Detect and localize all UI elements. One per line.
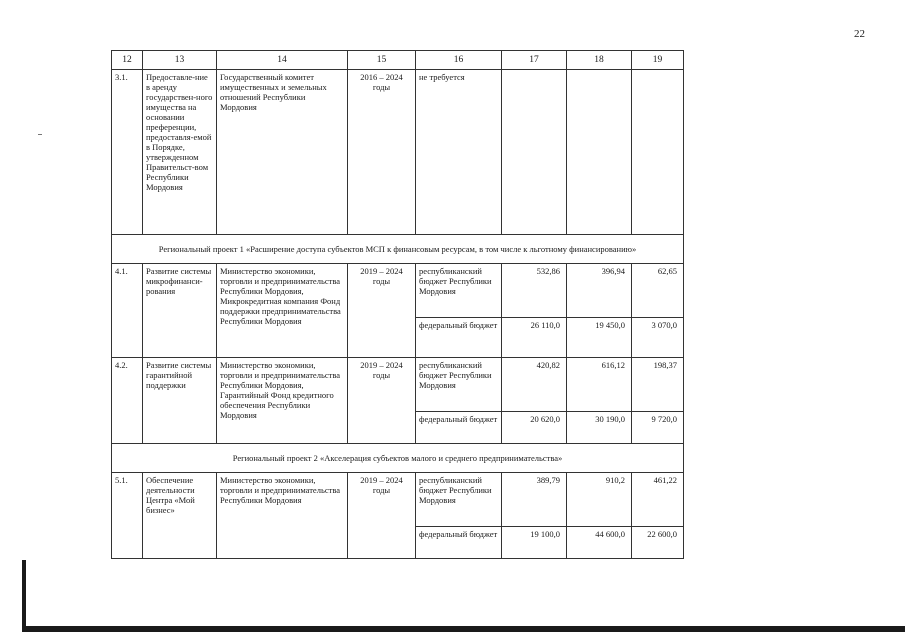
executor: Министерство экономики, торговли и предпринимательства Республики Мордовия, Микрокредитная компания Фонд поддержки предпринимательства Республики Мордовия bbox=[217, 264, 348, 358]
value-col-18: 396,94 bbox=[567, 264, 632, 318]
row-number: 4.2. bbox=[112, 358, 143, 444]
funding-source: республиканский бюджет Республики Мордовия bbox=[416, 264, 502, 318]
measure-name: Развитие системы гарантийной поддержки bbox=[143, 358, 217, 444]
period: 2019 – 2024 годы bbox=[348, 264, 416, 358]
project-title: Региональный проект 2 «Акселерация субъектов малого и среднего предпринимательства» bbox=[112, 444, 684, 473]
value-col-19: 62,65 bbox=[632, 264, 684, 318]
column-header: 16 bbox=[416, 51, 502, 70]
funding-source: не требуется bbox=[416, 70, 502, 235]
funding-source: федеральный бюджет bbox=[416, 527, 502, 559]
funding-source: федеральный бюджет bbox=[416, 412, 502, 444]
row-number: 5.1. bbox=[112, 473, 143, 559]
table-row bbox=[112, 70, 684, 235]
period: 2019 – 2024 годы bbox=[348, 473, 416, 559]
row-number: 4.1. bbox=[112, 264, 143, 358]
value-col-17: 19 100,0 bbox=[502, 527, 567, 559]
column-header: 17 bbox=[502, 51, 567, 70]
value-col-17 bbox=[502, 70, 567, 235]
scan-edge-bottom bbox=[22, 626, 905, 632]
project-row bbox=[112, 235, 684, 264]
period: 2019 – 2024 годы bbox=[348, 358, 416, 444]
executor: Государственный комитет имущественных и земельных отношений Республики Мордовия bbox=[217, 70, 348, 235]
column-header: 12 bbox=[112, 51, 143, 70]
column-header: 14 bbox=[217, 51, 348, 70]
column-header: 18 bbox=[567, 51, 632, 70]
project-row bbox=[112, 444, 684, 473]
value-col-19 bbox=[632, 70, 684, 235]
value-col-18: 910,2 bbox=[567, 473, 632, 527]
header-row bbox=[112, 51, 684, 70]
value-col-17: 420,82 bbox=[502, 358, 567, 412]
executor: Министерство экономики, торговли и предпринимательства Республики Мордовия, Гарантийный Фонд кредитного обеспечения Республики Мордовия bbox=[217, 358, 348, 444]
page-number: 22 bbox=[854, 28, 865, 40]
value-col-18: 616,12 bbox=[567, 358, 632, 412]
table-row bbox=[112, 473, 684, 527]
measure-name: Обеспечение деятельности Центра «Мой бизнес» bbox=[143, 473, 217, 559]
value-col-17: 20 620,0 bbox=[502, 412, 567, 444]
value-col-19: 9 720,0 bbox=[632, 412, 684, 444]
funding-source: федеральный бюджет bbox=[416, 318, 502, 358]
value-col-19: 461,22 bbox=[632, 473, 684, 527]
column-header: 13 bbox=[143, 51, 217, 70]
measure-name: Развитие системы микрофинанси-рования bbox=[143, 264, 217, 358]
row-number: 3.1. bbox=[112, 70, 143, 235]
table-row bbox=[112, 264, 684, 318]
value-col-19: 3 070,0 bbox=[632, 318, 684, 358]
project-title: Региональный проект 1 «Расширение доступа субъектов МСП к финансовым ресурсам, в том числе к льготному финансированию» bbox=[112, 235, 684, 264]
value-col-19: 22 600,0 bbox=[632, 527, 684, 559]
table-row bbox=[112, 358, 684, 412]
value-col-18 bbox=[567, 70, 632, 235]
executor: Министерство экономики, торговли и предпринимательства Республики Мордовия bbox=[217, 473, 348, 559]
program-table bbox=[111, 50, 684, 559]
value-col-18: 44 600,0 bbox=[567, 527, 632, 559]
funding-source: республиканский бюджет Республики Мордовия bbox=[416, 358, 502, 412]
scan-mark bbox=[38, 134, 42, 135]
measure-name: Предоставле-ние в аренду государствен-ного имущества на основании преференции, предоставля-емой в Порядке, утвержденном Правительст-вом Республики Мордовия bbox=[143, 70, 217, 235]
funding-source: республиканский бюджет Республики Мордовия bbox=[416, 473, 502, 527]
scan-edge-left bbox=[22, 560, 26, 632]
value-col-18: 30 190,0 bbox=[567, 412, 632, 444]
column-header: 19 bbox=[632, 51, 684, 70]
column-header: 15 bbox=[348, 51, 416, 70]
value-col-17: 26 110,0 bbox=[502, 318, 567, 358]
value-col-17: 389,79 bbox=[502, 473, 567, 527]
period: 2016 – 2024 годы bbox=[348, 70, 416, 235]
value-col-19: 198,37 bbox=[632, 358, 684, 412]
value-col-17: 532,86 bbox=[502, 264, 567, 318]
value-col-18: 19 450,0 bbox=[567, 318, 632, 358]
